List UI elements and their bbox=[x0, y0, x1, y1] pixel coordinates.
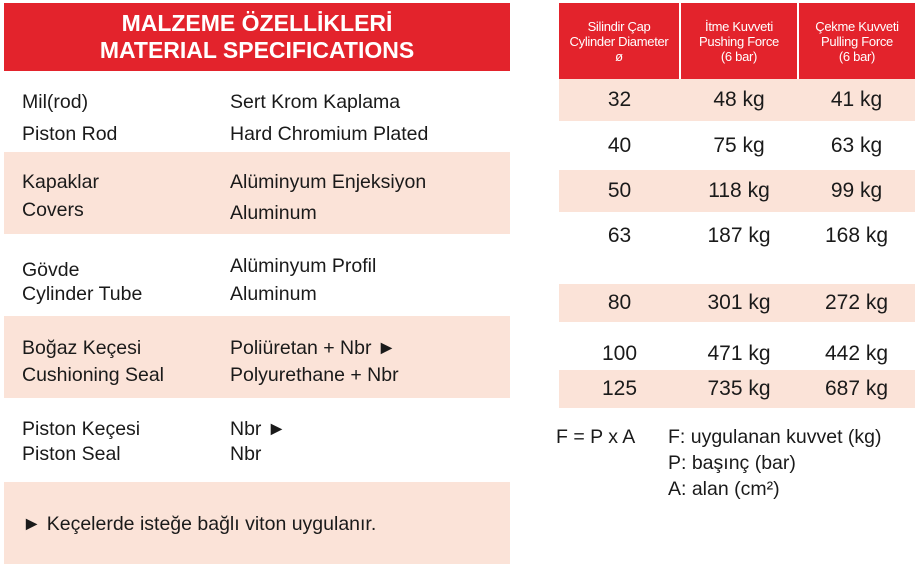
diameter-cell: 32 bbox=[559, 79, 680, 121]
header-pulling-force bbox=[798, 3, 915, 79]
diameter-cell: 40 bbox=[607, 133, 632, 157]
header-line: (6 bar) bbox=[720, 48, 758, 64]
push-cell: 301 kg bbox=[680, 284, 798, 322]
material-en: Nbr bbox=[230, 443, 262, 465]
material-row-cushioning-seal bbox=[4, 316, 510, 398]
material-tr: Nbr ► bbox=[230, 418, 287, 440]
title-english: MATERIAL SPECIFICATIONS bbox=[99, 37, 415, 63]
pull-cell: 99 kg bbox=[798, 170, 915, 212]
part-tr: Boğaz Keçesi bbox=[22, 337, 142, 359]
pull-cell: 687 kg bbox=[798, 370, 915, 408]
diameter-cell: 50 bbox=[559, 170, 680, 212]
title-turkish: MALZEME ÖZELLİKLERİ bbox=[121, 10, 393, 36]
push-cell: 75 kg bbox=[713, 133, 765, 157]
material-row-tube bbox=[4, 234, 510, 316]
material-row-covers bbox=[4, 152, 510, 234]
table-row bbox=[559, 212, 915, 284]
diameter-cell: 80 bbox=[559, 284, 680, 322]
pull-cell: 272 kg bbox=[798, 284, 915, 322]
material-row-piston-seal bbox=[4, 398, 510, 480]
pull-cell: 63 kg bbox=[830, 133, 883, 157]
pull-cell: 442 kg bbox=[824, 342, 889, 365]
diameter-cell: 125 bbox=[559, 370, 680, 408]
material-row-rod bbox=[4, 71, 510, 152]
part-tr: Mil(rod) bbox=[22, 91, 89, 113]
material-title bbox=[4, 3, 510, 71]
header-line: Silindir Çap bbox=[587, 18, 651, 34]
material-tr: Alüminyum Profil bbox=[230, 255, 377, 277]
table-row bbox=[559, 370, 915, 408]
table-row bbox=[559, 284, 915, 322]
part-en: Cushioning Seal bbox=[22, 364, 165, 386]
header-line: Çekme Kuvveti bbox=[815, 18, 899, 34]
pull-cell: 41 kg bbox=[798, 79, 915, 121]
header-diameter bbox=[559, 3, 680, 79]
diameter-cell: 63 bbox=[607, 224, 632, 247]
material-tr: Sert Krom Kaplama bbox=[230, 91, 401, 113]
material-tr: Alüminyum Enjeksiyon bbox=[230, 171, 427, 193]
header-line: Pushing Force bbox=[699, 33, 779, 49]
formula-equation: F = P x A bbox=[556, 426, 636, 448]
material-en: Aluminum bbox=[230, 283, 317, 305]
header-line: (6 bar) bbox=[838, 48, 876, 64]
header-line: ø bbox=[615, 48, 623, 64]
part-tr: Kapaklar bbox=[22, 171, 99, 193]
viton-footnote bbox=[4, 482, 510, 564]
part-en: Piston Rod bbox=[22, 123, 118, 145]
header-line: İtme Kuvveti bbox=[705, 18, 773, 34]
push-cell: 48 kg bbox=[680, 79, 798, 121]
force-table-panel bbox=[559, 3, 915, 408]
material-specifications-panel bbox=[4, 3, 510, 480]
material-tr: Poliüretan + Nbr ► bbox=[230, 337, 397, 359]
pull-cell: 168 kg bbox=[824, 224, 889, 247]
push-cell: 735 kg bbox=[680, 370, 798, 408]
force-table bbox=[559, 3, 915, 408]
material-en: Aluminum bbox=[230, 202, 317, 224]
formula-force: F: uygulanan kuvvet (kg) bbox=[668, 426, 882, 448]
push-cell: 187 kg bbox=[707, 224, 771, 247]
part-en: Piston Seal bbox=[22, 443, 121, 465]
formula-pressure: P: başınç (bar) bbox=[668, 452, 796, 474]
material-en: Polyurethane + Nbr bbox=[230, 364, 399, 386]
part-tr: Gövde bbox=[22, 259, 80, 281]
formula-area: A: alan (cm²) bbox=[668, 478, 780, 500]
part-en: Cylinder Tube bbox=[22, 283, 143, 305]
table-header-row bbox=[559, 3, 915, 79]
table-row bbox=[559, 170, 915, 212]
push-cell: 471 kg bbox=[707, 342, 771, 365]
table-row bbox=[559, 322, 915, 370]
part-en: Covers bbox=[22, 199, 84, 221]
part-tr: Piston Keçesi bbox=[22, 418, 141, 440]
diameter-cell: 100 bbox=[601, 342, 638, 365]
header-line: Pulling Force bbox=[821, 33, 893, 49]
table-row bbox=[559, 121, 915, 170]
material-en: Hard Chromium Plated bbox=[230, 123, 429, 145]
push-cell: 118 kg bbox=[680, 170, 798, 212]
footnote-text: ► Keçelerde isteğe bağlı viton uygulanır. bbox=[22, 513, 377, 535]
header-line: Cylinder Diameter bbox=[569, 33, 669, 49]
header-pushing-force bbox=[680, 3, 798, 79]
table-row bbox=[559, 79, 915, 121]
